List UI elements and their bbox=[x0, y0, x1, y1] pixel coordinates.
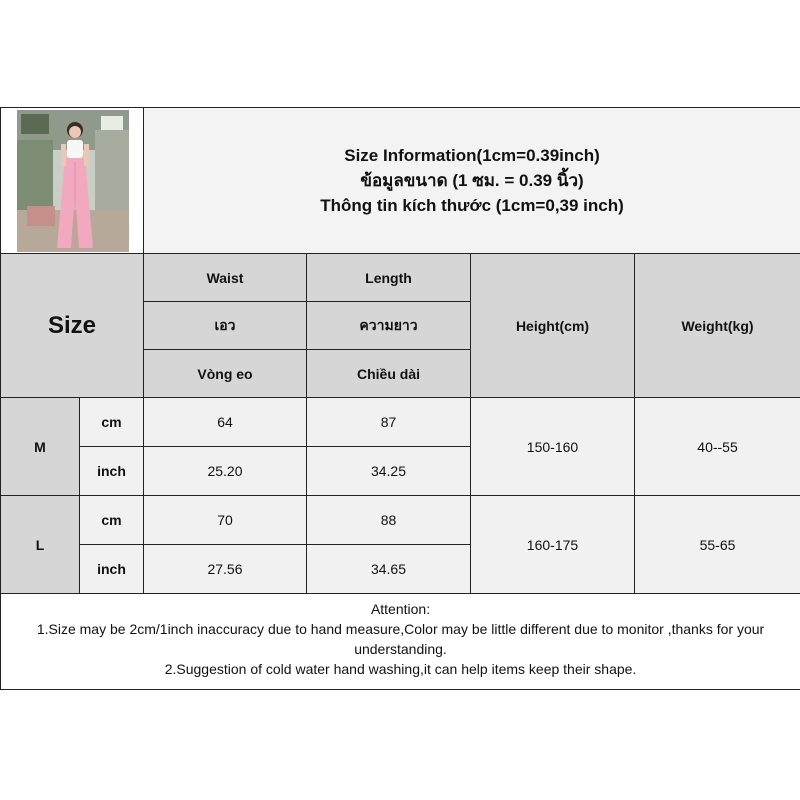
length-header-th: ความยาว bbox=[307, 302, 471, 350]
height-header: Height(cm) bbox=[471, 254, 635, 398]
unit-inch: inch bbox=[80, 447, 144, 496]
waist-cm-m: 64 bbox=[144, 398, 307, 447]
length-cm-l: 88 bbox=[307, 496, 471, 545]
title-thai: ข้อมูลขนาด (1 ซม. = 0.39 นิ้ว) bbox=[360, 171, 584, 190]
weight-header: Weight(kg) bbox=[635, 254, 800, 398]
attention-line-1: 1.Size may be 2cm/1inch inaccuracy due to hand measure,Color may be little different due to monitor ,thanks for your understanding. bbox=[36, 620, 765, 657]
length-inch-m: 34.25 bbox=[307, 447, 471, 496]
unit-inch: inch bbox=[80, 545, 144, 594]
product-photo-cell bbox=[1, 108, 144, 254]
height-l: 160-175 bbox=[471, 496, 635, 594]
waist-inch-m: 25.20 bbox=[144, 447, 307, 496]
waist-cm-l: 70 bbox=[144, 496, 307, 545]
height-m: 150-160 bbox=[471, 398, 635, 496]
size-table bbox=[0, 107, 800, 690]
table-row bbox=[1, 398, 800, 447]
waist-inch-l: 27.56 bbox=[144, 545, 307, 594]
title-vietnamese: Thông tin kích thước (1cm=0,39 inch) bbox=[320, 196, 624, 215]
length-header-en: Length bbox=[307, 254, 471, 302]
title-english: Size Information(1cm=0.39inch) bbox=[344, 146, 600, 165]
size-info-title bbox=[144, 108, 800, 254]
waist-header-th: เอว bbox=[144, 302, 307, 350]
weight-m: 40--55 bbox=[635, 398, 800, 496]
waist-header-vi: Vòng eo bbox=[144, 350, 307, 398]
unit-cm: cm bbox=[80, 496, 144, 545]
weight-l: 55-65 bbox=[635, 496, 800, 594]
attention-line-2: 2.Suggestion of cold water hand washing,it can help items keep their shape. bbox=[164, 660, 637, 677]
length-inch-l: 34.65 bbox=[307, 545, 471, 594]
product-photo bbox=[17, 110, 129, 252]
length-cm-m: 87 bbox=[307, 398, 471, 447]
unit-cm: cm bbox=[80, 398, 144, 447]
size-l-label: L bbox=[1, 496, 80, 594]
size-chart bbox=[0, 107, 800, 690]
size-m-label: M bbox=[1, 398, 80, 496]
waist-header-en: Waist bbox=[144, 254, 307, 302]
table-row bbox=[1, 496, 800, 545]
attention-heading: Attention: bbox=[370, 600, 431, 617]
length-header-vi: Chiều dài bbox=[307, 350, 471, 398]
attention-notes bbox=[1, 594, 800, 690]
size-column-header: Size bbox=[1, 254, 144, 398]
